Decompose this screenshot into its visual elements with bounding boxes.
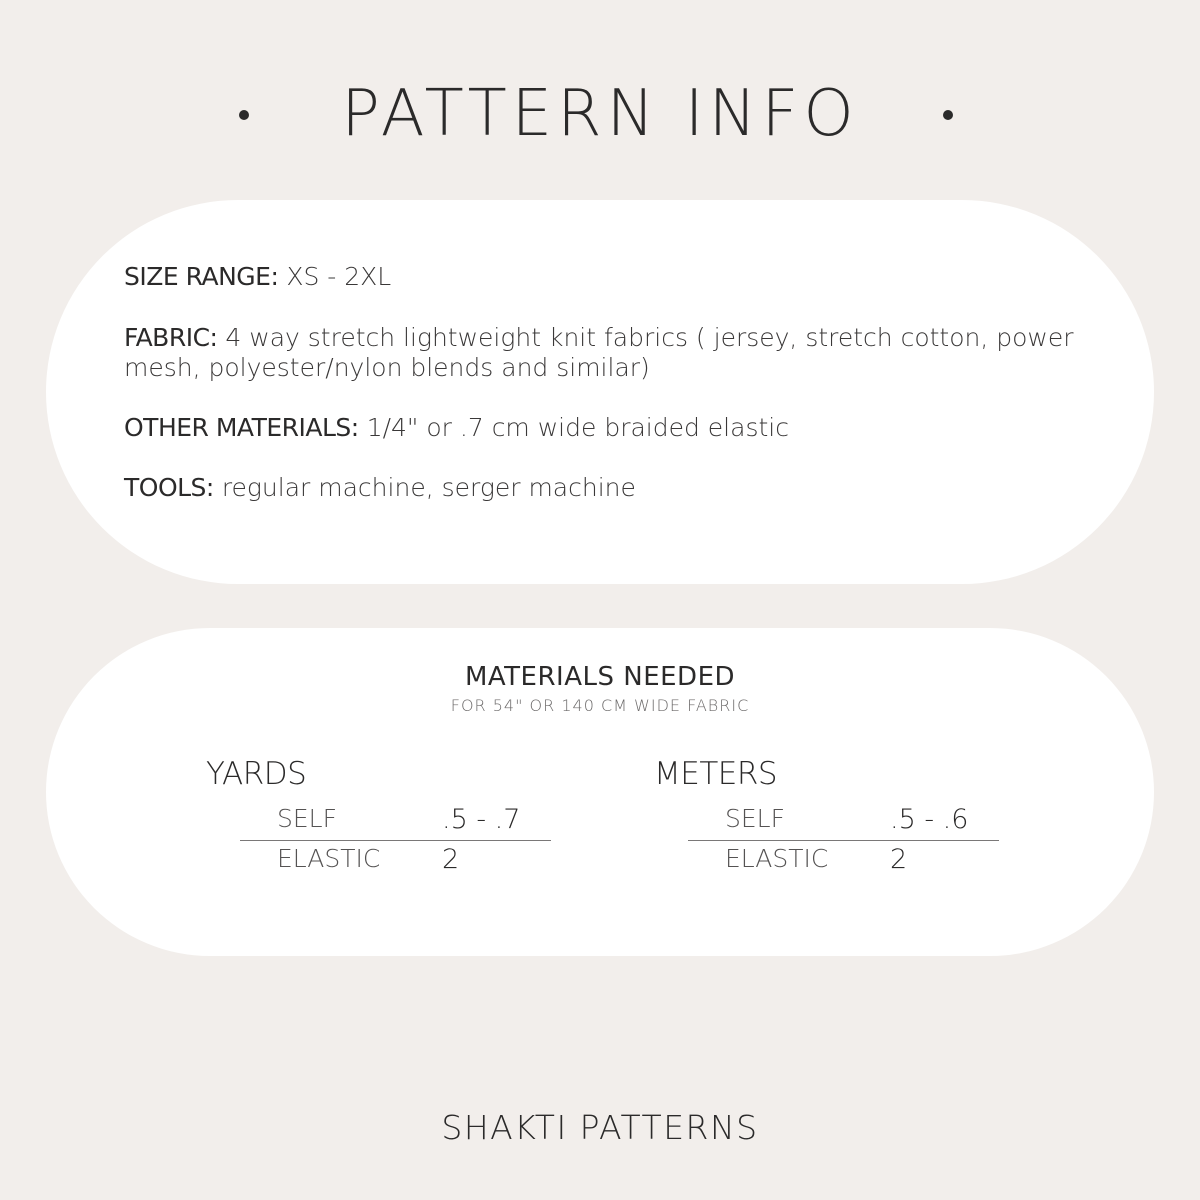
yards-self-label: SELF bbox=[277, 804, 337, 833]
tools-value: regular machine, serger machine bbox=[221, 473, 636, 502]
tools-label: TOOLS: bbox=[124, 473, 214, 502]
meters-elastic-label: ELASTIC bbox=[725, 844, 829, 873]
yards-table bbox=[206, 756, 626, 886]
meters-divider bbox=[688, 840, 999, 841]
size-range-row bbox=[124, 262, 1084, 292]
yards-divider bbox=[240, 840, 551, 841]
fabric-row bbox=[124, 323, 1084, 383]
meters-self-label: SELF bbox=[725, 804, 785, 833]
pattern-info-panel bbox=[46, 200, 1154, 584]
meters-elastic-value: 2 bbox=[890, 844, 908, 875]
fabric-label: FABRIC: bbox=[124, 323, 218, 352]
yards-elastic-label: ELASTIC bbox=[277, 844, 381, 873]
yards-self-value: .5 - .7 bbox=[442, 804, 521, 835]
page-title: PATTERN INFO bbox=[341, 77, 859, 151]
other-materials-value: 1/4" or .7 cm wide braided elastic bbox=[366, 413, 789, 442]
meters-heading: METERS bbox=[654, 756, 778, 792]
brand-footer: SHAKTI PATTERNS bbox=[441, 1108, 759, 1147]
other-materials-label: OTHER MATERIALS: bbox=[124, 413, 359, 442]
fabric-value: 4 way stretch lightweight knit fabrics ( jersey, stretch cotton, power mesh, polyester/nylon blends and similar) bbox=[124, 323, 1074, 382]
title-dot-right bbox=[943, 110, 953, 120]
materials-needed-panel bbox=[46, 628, 1154, 956]
materials-title: MATERIALS NEEDED bbox=[464, 662, 736, 692]
meters-self-value: .5 - .6 bbox=[890, 804, 969, 835]
size-range-value: XS - 2XL bbox=[286, 262, 392, 291]
tools-row bbox=[124, 473, 1084, 503]
meters-table bbox=[654, 756, 1074, 886]
yards-elastic-value: 2 bbox=[442, 844, 460, 875]
materials-subtitle: FOR 54" OR 140 CM WIDE FABRIC bbox=[450, 696, 750, 715]
size-range-label: SIZE RANGE: bbox=[124, 262, 279, 291]
other-materials-row bbox=[124, 413, 1084, 443]
yards-heading: YARDS bbox=[206, 756, 307, 792]
